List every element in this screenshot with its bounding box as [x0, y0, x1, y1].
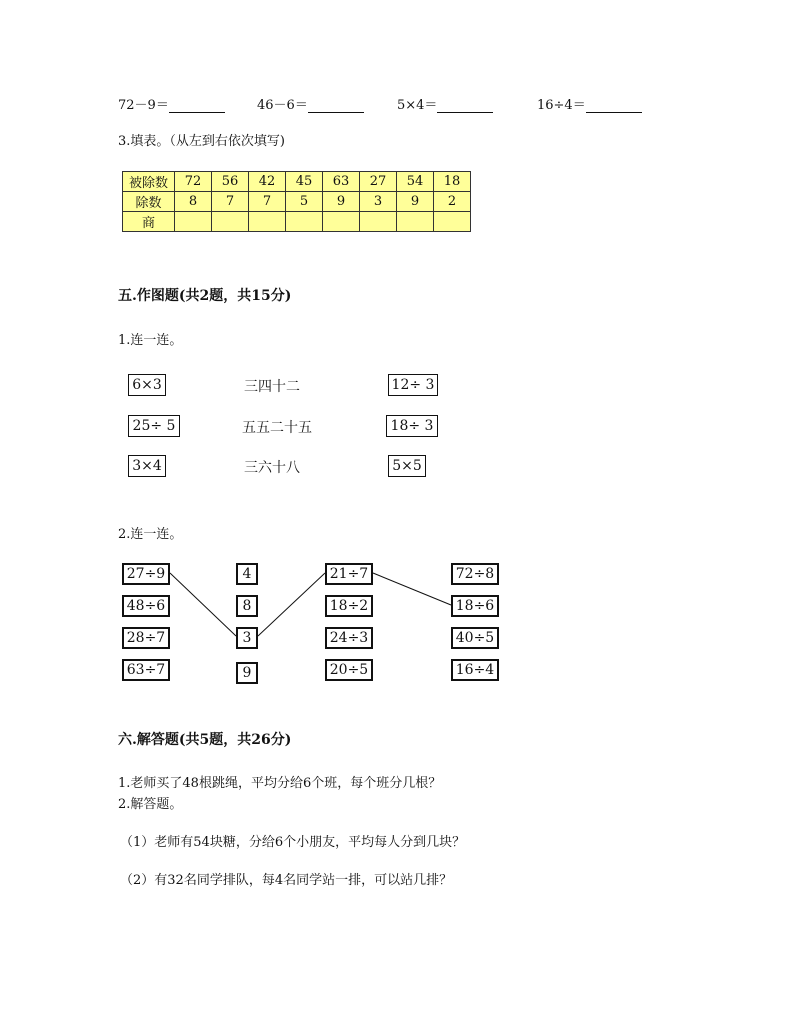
table-cell: 3 — [360, 192, 397, 212]
table-cell: 27 — [360, 172, 397, 192]
match1-right-box[interactable]: 5×5 — [388, 455, 426, 477]
q6-1: 1.老师买了48根跳绳，平均分给6个班，每个班分几根？ — [118, 776, 442, 791]
table-cell: 5 — [286, 192, 323, 212]
table-cell: 54 — [397, 172, 434, 192]
table-cell: 42 — [249, 172, 286, 192]
row-label: 被除数 — [123, 172, 175, 192]
q5-1-title: 1.连一连。 — [118, 333, 183, 348]
table-cell: 56 — [212, 172, 249, 192]
q6-2: 2.解答题。 — [118, 797, 183, 812]
match1-middle-text[interactable]: 三四十二 — [244, 379, 300, 395]
table-cell: 18 — [434, 172, 471, 192]
table-cell: 9 — [397, 192, 434, 212]
connection-line — [373, 573, 451, 605]
table-cell: 7 — [212, 192, 249, 212]
row-label: 除数 — [123, 192, 175, 212]
table-cell: 2 — [434, 192, 471, 212]
q6-2-sub1: （1）老师有54块糖，分给6个小朋友，平均每人分到几块？ — [120, 835, 466, 850]
section5-title: 五.作图题(共2题，共15分) — [118, 288, 292, 304]
table-cell: 45 — [286, 172, 323, 192]
table-cell: 72 — [175, 172, 212, 192]
match2-col4-box[interactable]: 72÷8 — [451, 563, 499, 585]
match1-left-box[interactable]: 6×3 — [128, 374, 166, 396]
connection-line — [170, 573, 236, 636]
match2-col2-box[interactable]: 8 — [236, 595, 258, 617]
match2-col4-box[interactable]: 40÷5 — [451, 627, 499, 649]
match2-col2-box[interactable]: 4 — [236, 563, 258, 585]
equation-text: 72－9＝ — [118, 98, 169, 113]
match1-right-box[interactable]: 12÷ 3 — [388, 374, 438, 396]
equation-text: 5×4＝ — [397, 98, 438, 113]
match2-col3-box[interactable]: 24÷3 — [325, 627, 373, 649]
match2-col4-box[interactable]: 16÷4 — [451, 659, 499, 681]
equation-text: 16÷4＝ — [537, 98, 586, 113]
match2-col3-box[interactable]: 18÷2 — [325, 595, 373, 617]
match1-right-box[interactable]: 18÷ 3 — [386, 415, 438, 437]
table-cell: 8 — [175, 192, 212, 212]
match2-col4-box[interactable]: 18÷6 — [451, 595, 499, 617]
match2-col3-box[interactable]: 20÷5 — [325, 659, 373, 681]
match2-col1-box[interactable]: 63÷7 — [122, 659, 170, 681]
match1-middle-text[interactable]: 三六十八 — [244, 460, 300, 476]
section6-title: 六.解答题(共5题，共26分) — [118, 732, 292, 748]
match2-col1-box[interactable]: 48÷6 — [122, 595, 170, 617]
table-cell: 7 — [249, 192, 286, 212]
table-cell: 63 — [323, 172, 360, 192]
match2-col2-box[interactable]: 3 — [236, 627, 258, 649]
match1-middle-text[interactable]: 五五二十五 — [242, 420, 312, 436]
table-cell: 9 — [323, 192, 360, 212]
match2-col2-box[interactable]: 9 — [236, 662, 258, 684]
match2-col3-box[interactable]: 21÷7 — [325, 563, 373, 585]
q6-2-sub2: （2）有32名同学排队，每4名同学站一排，可以站几排？ — [120, 873, 453, 888]
q3-title: 3.填表。（从左到右依次填写) — [118, 134, 285, 149]
match1-left-box[interactable]: 3×4 — [128, 455, 166, 477]
connection-line — [258, 573, 325, 636]
match2-col1-box[interactable]: 27÷9 — [122, 563, 170, 585]
q5-2-title: 2.连一连。 — [118, 527, 183, 542]
match2-col1-box[interactable]: 28÷7 — [122, 627, 170, 649]
match1-left-box[interactable]: 25÷ 5 — [128, 415, 180, 437]
row-label: 商 — [123, 212, 175, 232]
equation-text: 46－6＝ — [257, 98, 308, 113]
